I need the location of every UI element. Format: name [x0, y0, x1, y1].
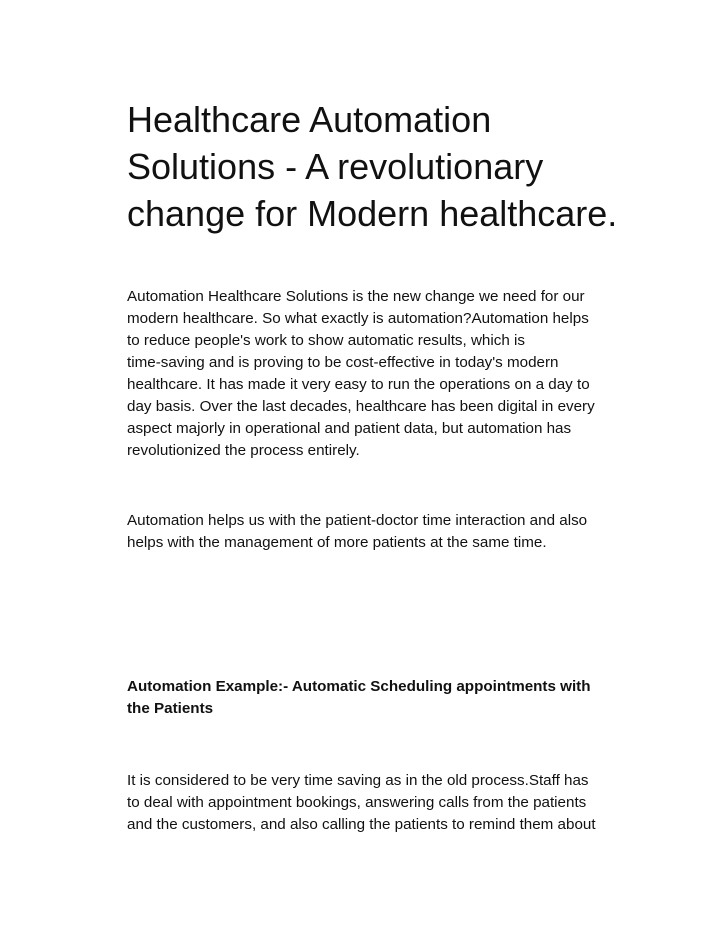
paragraph-line: and the customers, and also calling the patients to remind them about [127, 816, 596, 833]
paragraph-line: to reduce people's work to show automatic results, which is [127, 332, 525, 349]
paragraph-line: time-saving and is proving to be cost-effective in today's modern [127, 354, 559, 371]
paragraph-line: Automation Healthcare Solutions is the new change we need for our [127, 288, 585, 305]
paragraph-line: modern healthcare. So what exactly is automation?Automation helps [127, 310, 589, 327]
paragraph-line: day basis. Over the last decades, healthcare has been digital in every [127, 398, 595, 415]
title-line: Healthcare Automation [127, 99, 492, 140]
paragraph-line: It is considered to be very time saving as in the old process.Staff has [127, 772, 589, 789]
document-title [127, 96, 647, 237]
section-heading [127, 676, 647, 720]
heading-line: the Patients [127, 700, 214, 717]
paragraph-line: revolutionized the process entirely. [127, 442, 360, 459]
paragraph-line: Automation helps us with the patient-doctor time interaction and also [127, 512, 588, 529]
heading-line: Automation Example:- Automatic Scheduling appointments with [127, 678, 591, 695]
interaction-paragraph [127, 510, 642, 554]
title-line: Solutions - A revolutionary [127, 146, 544, 187]
paragraph-line: to deal with appointment bookings, answering calls from the patients [127, 794, 587, 811]
scheduling-paragraph [127, 770, 642, 836]
paragraph-line: helps with the management of more patients at the same time. [127, 534, 547, 551]
paragraph-line: aspect majorly in operational and patient data, but automation has [127, 420, 572, 437]
intro-paragraph [127, 286, 642, 462]
title-line: change for Modern healthcare. [127, 193, 618, 234]
paragraph-line: healthcare. It has made it very easy to run the operations on a day to [127, 376, 590, 393]
